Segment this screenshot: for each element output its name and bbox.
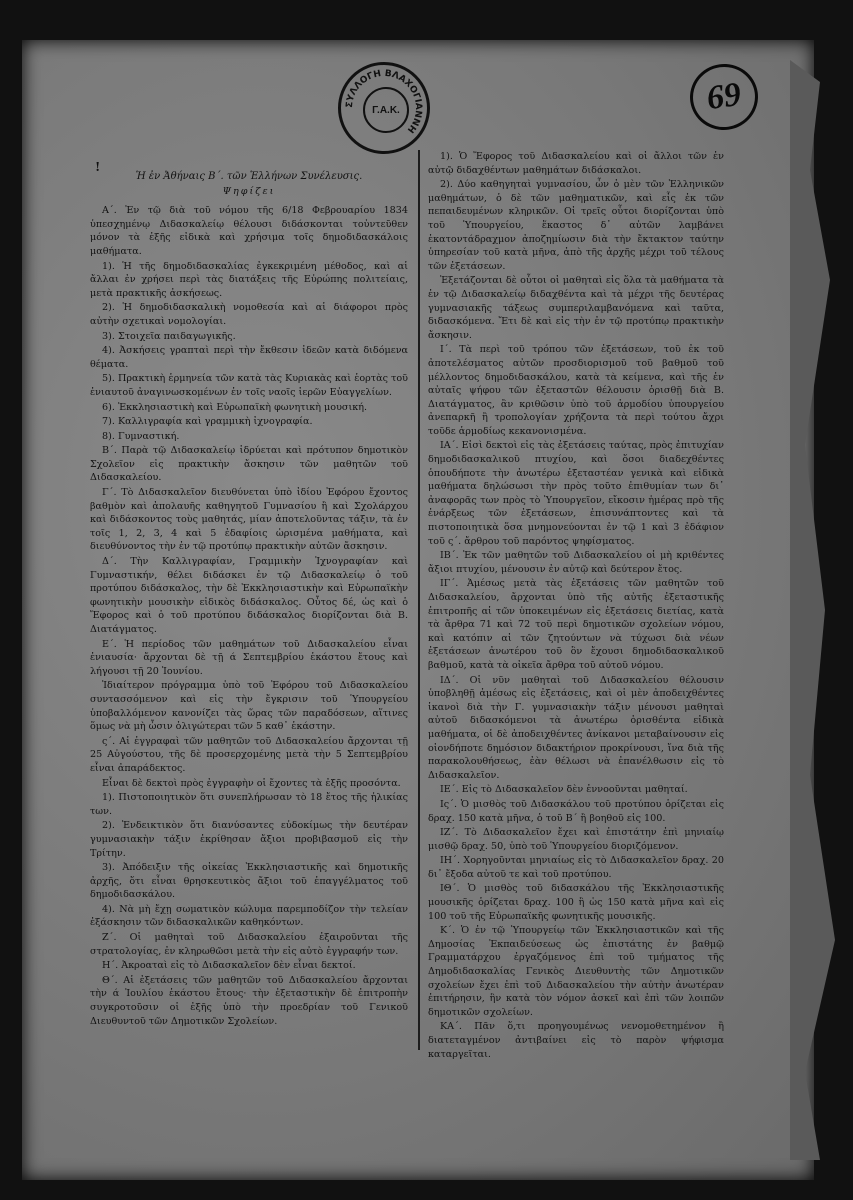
article-paragraph: 2). Δύο καθηγηταὶ γυμνασίου, ὧν ὁ μὲν τῶν Ἑλληνικῶν μαθημάτων, ὁ δὲ τῶν μαθηματικῶν, καὶ εἷς ἐκ τῶν πεπαιδευμένων κληρικῶν. Οἱ τρεῖς οὗτοι διορίζονται ὑπὸ τοῦ Ὑπουργείου, ἕκαστος δ᾽ αὐτῶν λαμβάνει ἑκατοντάδραχμον ἀποζημίωσιν διὰ τὴν ἔκτακτον ταύτην ὑπηρεσίαν τοῦ κατὰ μῆνα, ἀπὸ τῆς ἀρχῆς μέχρι τοῦ τέλους τῶν ἐξετάσεων. [428,179,724,272]
left-paragraphs [90,204,408,1028]
article-paragraph: Α΄. Ἐν τῷ διὰ τοῦ νόμου τῆς 6/18 Φεβρουαρίου 1834 ὑπεσχημένῳ Διδασκαλείῳ θέλουσι διδάσκονται τοὐντεῦθεν μόνον τὰ ἐξῆς εἰδικὰ καὶ χρήσιμα τοῖς δημοδιδασκάλοις μαθήματα. [90,205,408,257]
article-paragraph: Δ΄. Τὴν Καλλιγραφίαν, Γραμμικὴν Ἰχνογραφίαν καὶ Γυμναστικήν, θέλει διδάσκει ἐν τῷ Διδασκαλείῳ ὁ τοῦ προτύπου διδάσκαλος, τὴν δὲ Ἐκκλησιαστικὴν καὶ Εὐρωπαϊκὴν φωνητικὴν μουσικὴν εἰδικὸς διδάσκαλος. Οὗτος δέ, ὡς καὶ ὁ Ἔφορος καὶ ὁ τοῦ προτύπου διδάσκαλος διορίζονται διὰ Β. Διατάγματος. [90,556,408,635]
stamp-center [363,87,409,133]
left-column [90,160,408,1029]
article-paragraph: ΙΘ΄. Ὁ μισθὸς τοῦ διδασκάλου τῆς Ἐκκλησιαστικῆς μουσικῆς ὁρίζεται δραχ. 100 ἢ ὡς 150 κατὰ μῆνα καὶ εἰς 100 τοῦ τῆς Εὐρωπαϊκῆς φωνητικῆς μουσικῆς. [428,883,724,922]
article-paragraph: ΙΓ΄. Ἀμέσως μετὰ τὰς ἐξετάσεις τῶν μαθητῶν τοῦ Διδασκαλείου, ἄρχονται ὑπὸ τῆς αὐτῆς ἐξεταστικῆς ἐπιτροπῆς αἱ τῶν ὑποκειμένων εἰς ἐξετάσεις διετίας, κατὰ τὰ ἄρθρα 71 καὶ 72 τοῦ περὶ δημοτικῶν σχολείων νόμου, καὶ κατόπιν αἱ τῶν ζητούντων νὰ τύχωσι διὰ νέων ἐξετάσεων ἀνωτέρου τοῦ ὃν ἔχουσι δημοδιδασκαλικοῦ βαθμοῦ, κατὰ τὰ οἰκεῖα ἄρθρα τοῦ αὐτοῦ νόμου. [428,578,724,671]
article-paragraph: 2). Ἐνδεικτικὸν ὅτι διανύσαντες εὐδοκίμως τὴν δευτέραν γυμνασιακὴν τάξιν ἐκρίθησαν ἄξιοι προβιβασμοῦ εἰς τὴν Τρίτην. [90,820,408,859]
article-paragraph: Θ΄. Αἱ ἐξετάσεις τῶν μαθητῶν τοῦ Διδασκαλείου ἄρχονται τὴν ά Ἰουλίου ἑκάστου ἔτους· τὴν ἐξεταστικὴν δὲ ἐπιτροπὴν συγκροτοῦσιν οἱ ἐξῆς ὑπὸ τὴν προεδρίαν τοῦ Γενικοῦ Διευθυντοῦ τῶν Δημοτικῶν Σχολείων. [90,974,408,1027]
article-paragraph: 5). Πρακτικὴ ἑρμηνεία τῶν κατὰ τὰς Κυριακὰς καὶ ἑορτὰς τοῦ ἐνιαυτοῦ ἀναγινωσκομένων ἐν τοῖς ναοῖς ἱερῶν Εὐαγγελίων. [90,373,408,398]
article-paragraph: Γ΄. Τὸ Διδασκαλεῖον διευθύνεται ὑπὸ ἰδίου Ἐφόρου ἔχοντος βαθμὸν καὶ ἀπολαυῆς καθηγητοῦ Γυμνασίου ἢ καὶ Σχολάρχου καὶ διδάσκοντος τοὺς μαθητάς, μίαν ἀποτελοῦντας τάξιν, τὰ ἐν τοῖς 1, 2, 3, 4 καὶ 5 ἐδαφίοις ὡρισμένα μαθήματα, καὶ διευθύνοντος τὴν ἐν τῷ προτύπῳ πρακτικὴν αὐτῶν ἄσκησιν. [90,487,408,553]
right-paragraphs [428,150,724,1061]
article-paragraph: Ις΄. Ὁ μισθὸς τοῦ Διδασκάλου τοῦ προτύπου ὁρίζεται εἰς δραχ. 150 κατὰ μῆνα, ὁ τοῦ Β΄ ἢ βοηθοῦ εἰς 100. [428,798,724,824]
article-paragraph: ΚΑ΄. Πᾶν ὅ,τι προηγουμένως νενομοθετημένον ἢ διατεταγμένον ἀντιβαίνει εἰς τὸ παρὸν ψήφισμα καταργεῖται. [428,1021,724,1060]
article-paragraph: ΙΒ΄. Ἐκ τῶν μαθητῶν τοῦ Διδασκαλείου οἱ μὴ κριθέντες ἄξιοι πτυχίου, μένουσιν ἐν αὐτῷ καὶ δεύτερον ἔτος. [428,550,724,575]
right-column [428,150,724,1062]
article-paragraph: ΙΑ΄. Εἰσὶ δεκτοὶ εἰς τὰς ἐξετάσεις ταύτας, πρὸς ἐπιτυχίαν δημοδιδασκαλικοῦ πτυχίου, καὶ ὅσοι διαδεχθέντες ὁπουδήποτε τὴν ἀνωτέρω ἐξεταστέαν γενικὰ καὶ εἰδικὰ μαθήματα δηλώσωσι τὴν πρὸς τοῦτο ἐπιθυμίαν των δι᾽ ἀναφορᾶς των πρὸς τὸ Ὑπουργεῖον, εἴκοσιν ἡμέρας πρὸ τῆς ἐνάρξεως τῶν ἐξετάσεων, ἐπισυνάπτοντες καὶ τὰ πιστοποιητικὰ ὅσα μνημονεύονται ἐν τῷ 1 καὶ 3 ἐδάφιον τοῦ ς΄. ἄρθρου τοῦ παρόντος ψηφίσματος. [428,440,724,547]
archive-stamp [338,62,430,154]
article-paragraph: ΙΕ΄. Εἰς τὸ Διδασκαλεῖον δὲν ἐννοοῦνται μαθηταί. [440,784,688,796]
margin-mark: ! [95,160,101,174]
article-paragraph: 6). Ἐκκλησιαστικὴ καὶ Εὐρωπαϊκὴ φωνητικὴ μουσική. [102,401,368,413]
article-paragraph: ς΄. Αἱ ἐγγραφαὶ τῶν μαθητῶν τοῦ Διδασκαλείου ἄρχονται τῇ 25 Αὐγούστου, τῆς δὲ προσερχομένης μετὰ τὴν 5 Σεπτεμβρίου εἶναι ἀπαράδεκτος. [90,735,408,774]
article-paragraph: 8). Γυμναστική. [102,430,180,442]
article-paragraph: 7). Καλλιγραφία καὶ γραμμικὴ ἰχνογραφία. [102,416,313,428]
article-paragraph: 3). Στοιχεῖα παιδαγωγικῆς. [102,330,236,342]
decree-title: Ἡ ἐν Ἀθήναις Β΄. τῶν Ἑλλήνων Συνέλευσις. [135,171,363,182]
article-paragraph: 3). Ἀπόδειξιν τῆς οἰκείας Ἐκκλησιαστικῆς καὶ δημοτικῆς ἀρχῆς, ὅτι εἶναι θρησκευτικὸς ἄξιοι τοῦ ἐπαγγέλματος τοῦ δημοδιδασκάλου. [90,862,408,901]
article-paragraph: Β΄. Παρὰ τῷ Διδασκαλείῳ ἱδρύεται καὶ πρότυπον δημοτικὸν Σχολεῖον εἰς πρακτικὴν ἄσκησιν τῶν μαθητῶν τοῦ Διδασκαλείου. [90,445,408,484]
article-paragraph: ΙΗ΄. Χορηγοῦνται μηνιαίως εἰς τὸ Διδασκαλεῖον δραχ. 20 δι᾽ ἔξοδα αὐτοῦ τε καὶ τοῦ προτύπου. [428,855,724,880]
article-paragraph: 4). Νὰ μὴ ἔχῃ σωματικὸν κώλυμα παρεμποδίζον τὴν τελείαν ἐξάσκησιν τῶν διδασκαλικῶν καθηκόντων. [90,903,408,929]
article-paragraph: 4). Ἀσκήσεις γραπταὶ περὶ τὴν ἔκθεσιν ἰδεῶν κατὰ διδόμενα θέματα. [90,345,408,370]
article-paragraph: Ἰδιαίτερον πρόγραμμα ὑπὸ τοῦ Ἐφόρου τοῦ Διδασκαλείου συντασσόμενον καὶ εἰς τὴν ἔγκρισιν τοῦ Ὑπουργείου ὑποβαλλόμενον κανονίζει τὰς ὥρας τῶν παραδόσεων, αἵτινες ὅμως νὰ μὴ ὦσιν ὀλιγώτεραι τῶν 5 καθ᾽ ἑκάστην. [90,680,408,733]
torn-edge [790,60,840,1160]
article-paragraph: ΙΖ΄. Τὸ Διδασκαλεῖον ἔχει καὶ ἐπιστάτην ἐπὶ μηνιαίῳ μισθῷ δραχ. 50, ὑπὸ τοῦ Ὑπουργείου διοριζόμενον. [428,827,724,852]
article-paragraph: Εἶναι δὲ δεκτοὶ πρὸς ἐγγραφὴν οἱ ἔχοντες τὰ ἐξῆς προσόντα. [102,777,401,789]
article-paragraph: 1). Πιστοποιητικὸν ὅτι συνεπλήρωσαν τὸ 18 ἔτος τῆς ἡλικίας των. [90,792,408,817]
article-paragraph: Κ΄. Ὁ ἐν τῷ Ὑπουργείῳ τῶν Ἐκκλησιαστικῶν καὶ τῆς Δημοσίας Ἐκπαιδεύσεως ὡς ἐπιστάτης ἐν βαθμῷ Γραμματάρχου ἐργαζόμενος ἐπὶ τοῦ τμήματος τῆς Δημοδιδασκαλίας Γενικὸς Διευθυντὴς τῶν Δημοτικῶν σχολείων ἔχει ἐπὶ τοῦ Διδασκαλείου τὴν αὐτὴν ἀνωτέραν ἐπιτήρησιν, ἣν κατὰ τὸν νόμον ἀσκεῖ καὶ ἐπὶ τῶν λοιπῶν δημοτικῶν σχολείων. [428,925,724,1018]
article-paragraph: 1). Ἡ τῆς δημοδιδασκαλίας ἐγκεκριμένη μέθοδος, καὶ αἱ ἄλλαι ἐν χρήσει περὶ τὰς διατάξεις τῆς Εὐρώπης πολιτείαις, μετὰ πρακτικῆς ἀσκήσεως. [90,260,408,299]
article-paragraph: Ι΄. Τὰ περὶ τοῦ τρόπου τῶν ἐξετάσεων, τοῦ ἐκ τοῦ ἀποτελέσματος αὐτῶν προσδιορισμοῦ τοῦ βαθμοῦ τοῦ μέλλοντος δημοδιδασκάλου, κατὰ τὰ κείμενα, καὶ τῆς ἐν αὐταῖς ψήφου τῶν ἐξεταστῶν θέλουσιν ὁρισθῇ διὰ Β. Διατάγματος, ἂν κριθῶσιν ὑπὸ τοῦ ἁρμοδίου ὑπουργείου ἀνεπαρκῆ ἢ τροπολογίαν χρήζοντα τὰ περὶ τούτου ἄχρι τοῦδε ἁρμοδίως κεκανονισμένα. [428,344,724,437]
article-paragraph: ΙΔ΄. Οἱ νῦν μαθηταὶ τοῦ Διδασκαλείου θέλουσιν ὑποβληθῇ ἀμέσως εἰς ἐξετάσεις, καὶ οἱ μὲν ἀποδειχθέντες ἱκανοὶ διὰ τὴν Γ. γυμνασιακὴν τάξιν μένουσι μαθηταὶ αὐτοῦ διδασκόμενοι τὰ ἀνωτέρω ὁρισθέντα εἰδικὰ μαθήματα, οἱ δὲ ἀποδειχθέντες ἀνίκανοι μεταβαίνουσιν εἰς οἱονδήποτε δημόσιον διδακτήριον προκρίνουσι, ἵνα διὰ τῆς παρακολουθήσεως, ἐὰν θέλωσι νὰ ἐπανέλθωσιν εἰς τὸ Διδασκαλεῖον. [428,674,724,781]
page-number: 69 [686,60,763,135]
article-paragraph: 2). Ἡ δημοδιδασκαλικὴ νομοθεσία καὶ αἱ διάφοροι πρὸς αὐτὴν σχετικαὶ νομολογίαι. [90,302,408,327]
decree-subtitle: Ψηφίζει [222,185,276,197]
article-paragraph: Ἐξετάζονται δὲ οὗτοι οἱ μαθηταὶ εἰς ὅλα τὰ μαθήματα τὰ ἐν τῷ Διδασκαλείῳ διδαχθέντα καὶ τὰ μέχρι τῆς δευτέρας γυμνασιακῆς τάξεως συμπεριλαμβανόμενα καὶ ταῦτα, διδασκόμενα. Ἔτι δὲ καὶ εἰς τὴν ἐν τῷ προτύπῳ πρακτικὴν ἄσκησιν. [428,275,724,341]
article-paragraph: Ζ΄. Οἱ μαθηταὶ τοῦ Διδασκαλείου ἐξαιροῦνται τῆς στρατολογίας, ἐν κληρωθῶσι μετὰ τὴν εἰς αὐτὸ ἐγγραφήν των. [90,932,408,957]
svg-text:ΣΥΛΛΟΓΗ ΒΛΑΧΟΓΙΑΝΝΗ: ΣΥΛΛΟΓΗ ΒΛΑΧΟΓΙΑΝΝΗ [344,68,424,135]
article-paragraph: 1). Ὁ Ἔφορος τοῦ Διδασκαλείου καὶ οἱ ἄλλοι τῶν ἐν αὐτῷ διδαχθέντων μαθημάτων διδάσκαλοι. [428,151,724,176]
column-divider [418,150,420,1050]
stamp-center-text: Γ.Α.Κ. [372,104,400,116]
article-paragraph: Η΄. Ἀκροαταὶ εἰς τὸ Διδασκαλεῖον δὲν εἶναι δεκτοί. [102,960,356,972]
article-paragraph: Ε΄. Ἡ περίοδος τῶν μαθημάτων τοῦ Διδασκαλείου εἶναι ἐνιαυσία· ἄρχονται δὲ τῇ ά Σεπτεμβρίου ἑκάστου ἔτους καὶ λήγουσι τῇ 20 Ἰουνίου. [90,638,408,677]
